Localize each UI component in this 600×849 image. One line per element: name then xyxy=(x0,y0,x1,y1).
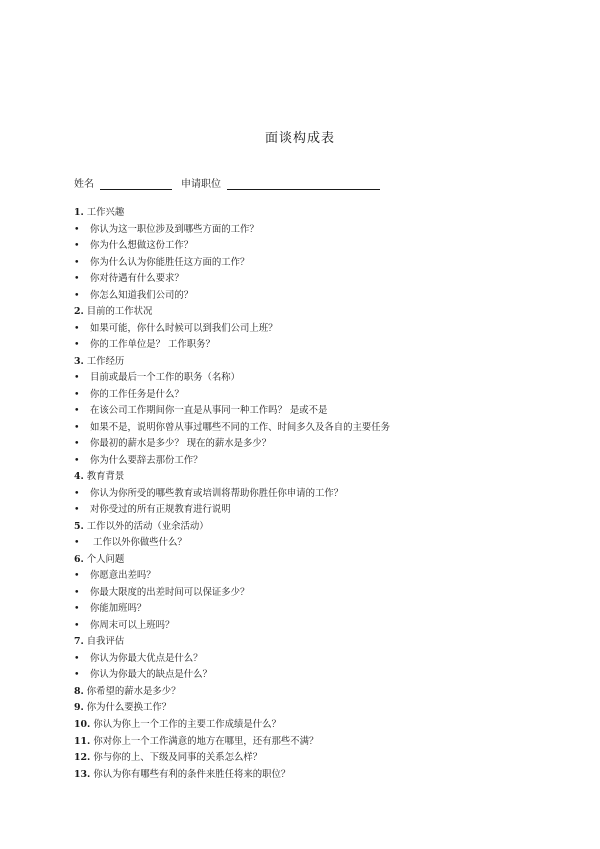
question-item xyxy=(74,222,564,239)
bullet-icon: • xyxy=(74,405,80,417)
section-title: 你为什么要换工作？ xyxy=(86,702,172,714)
bullet-icon: • xyxy=(74,487,80,499)
question-text: 如果可能，你什么时候可以到我们公司上班？ xyxy=(90,322,278,334)
section-number: 8. xyxy=(74,685,84,697)
section-heading xyxy=(74,354,564,371)
question-text: 目前或最后一个工作的职务（名称） xyxy=(90,372,241,384)
question-text: 在该公司工作期间你一直是从事同一种工作吗？ 是或不是 xyxy=(90,405,328,417)
applicant-fields xyxy=(74,175,380,190)
question-text: 你认为你最大优点是什么？ xyxy=(90,652,203,664)
section-number: 12. xyxy=(74,752,91,764)
question-item xyxy=(74,667,564,684)
question-item xyxy=(74,321,564,338)
question-text: 你认为这一职位涉及到哪些方面的工作？ xyxy=(90,223,259,235)
question-item xyxy=(74,255,564,272)
question-item xyxy=(74,387,564,404)
section-heading xyxy=(74,304,564,321)
question-text: 你认为你所受的哪些教育或培训将帮助你胜任你申请的工作？ xyxy=(90,487,344,499)
bullet-icon: • xyxy=(74,273,80,285)
section-number: 5. xyxy=(74,520,84,532)
section-number: 11. xyxy=(74,735,91,747)
section-heading xyxy=(74,700,564,717)
section-title: 你认为你有哪些有利的条件来胜任将来的职位？ xyxy=(93,768,291,780)
bullet-icon: • xyxy=(74,289,80,301)
question-item xyxy=(74,436,564,453)
question-item xyxy=(74,568,564,585)
question-item xyxy=(74,288,564,305)
bullet-icon: • xyxy=(74,570,80,582)
question-text: 你认为你最大的缺点是什么？ xyxy=(90,669,212,681)
question-text: 你最初的薪水是多少？ 现在的薪水是多少？ xyxy=(90,438,272,450)
question-item xyxy=(74,502,564,519)
section-heading xyxy=(74,634,564,651)
question-list xyxy=(74,205,564,783)
section-title: 个人问题 xyxy=(86,553,125,565)
question-item xyxy=(74,651,564,668)
section-title: 工作兴趣 xyxy=(86,207,125,218)
bullet-icon: • xyxy=(74,256,80,268)
question-item xyxy=(74,420,564,437)
section-title: 你与你的上、下级及同事的关系怎么样？ xyxy=(93,752,263,764)
section-title: 工作以外的活动（业余活动） xyxy=(86,520,209,532)
bullet-icon: • xyxy=(74,454,80,466)
question-item xyxy=(74,370,564,387)
question-text: 你对待遇有什么要求？ xyxy=(90,273,184,285)
section-number: 3. xyxy=(74,355,84,367)
question-text: 你的工作单位是？ 工作职务？ xyxy=(90,339,215,351)
section-heading xyxy=(74,684,564,701)
section-title: 你希望的薪水是多少？ xyxy=(86,685,181,697)
question-item xyxy=(74,453,564,470)
position-blank-line xyxy=(227,179,380,190)
bullet-icon: • xyxy=(74,652,80,664)
section-heading xyxy=(74,205,564,222)
section-number: 4. xyxy=(74,471,84,483)
question-item xyxy=(74,238,564,255)
name-label: 姓名 xyxy=(74,179,94,190)
bullet-icon: • xyxy=(74,603,80,615)
page-title: 面谈构成表 xyxy=(264,131,335,146)
section-title: 工作经历 xyxy=(86,355,125,367)
section-heading xyxy=(74,717,564,734)
question-text: 你能加班吗？ xyxy=(90,603,147,615)
question-text: 你为什么想做这份工作？ xyxy=(90,240,194,252)
question-item xyxy=(74,618,564,635)
question-text: 如果不是，说明你曾从事过哪些不同的工作、时间多久及各自的主要任务 xyxy=(90,421,391,433)
question-item xyxy=(74,337,564,354)
bullet-icon: • xyxy=(74,240,80,252)
name-blank-line xyxy=(100,179,172,190)
position-label: 申请职位 xyxy=(181,179,221,190)
question-item xyxy=(74,535,564,552)
question-text: 你愿意出差吗？ xyxy=(90,570,156,582)
section-number: 10. xyxy=(74,718,91,730)
bullet-icon: • xyxy=(74,438,80,450)
bullet-icon: • xyxy=(74,372,80,384)
section-title: 你认为你上一个工作的主要工作成绩是什么？ xyxy=(93,718,281,730)
section-title: 你对你上一个工作满意的地方在哪里，还有那些不满？ xyxy=(93,735,319,747)
section-heading xyxy=(74,519,564,536)
question-text: 你最大限度的出差时间可以保证多少？ xyxy=(90,586,250,598)
section-number: 9. xyxy=(74,702,84,714)
section-heading xyxy=(74,469,564,486)
section-heading xyxy=(74,767,564,784)
question-item xyxy=(74,486,564,503)
bullet-icon: • xyxy=(74,619,80,631)
question-item xyxy=(74,601,564,618)
section-heading xyxy=(74,734,564,751)
bullet-icon: • xyxy=(74,339,80,351)
section-heading xyxy=(74,750,564,767)
section-number: 2. xyxy=(74,306,84,318)
question-text: 你周末可以上班吗？ xyxy=(90,619,175,631)
section-number: 6. xyxy=(74,553,84,565)
bullet-icon: • xyxy=(74,223,80,235)
question-item xyxy=(74,271,564,288)
section-title: 目前的工作状况 xyxy=(86,306,153,318)
question-item xyxy=(74,585,564,602)
bullet-icon: • xyxy=(74,669,80,681)
bullet-icon: • xyxy=(74,586,80,598)
section-number: 13. xyxy=(74,768,91,780)
question-text: 你为什么认为你能胜任这方面的工作？ xyxy=(90,256,250,268)
bullet-icon: • xyxy=(74,388,80,400)
section-title: 自我评估 xyxy=(86,636,125,648)
section-title: 教育背景 xyxy=(86,471,125,483)
section-number: 1. xyxy=(74,207,84,218)
question-text: 你为什么要辞去那份工作？ xyxy=(90,454,203,466)
bullet-icon: • xyxy=(74,537,80,549)
question-item xyxy=(74,403,564,420)
question-text: 你怎么知道我们公司的？ xyxy=(90,289,194,301)
section-heading xyxy=(74,552,564,569)
bullet-icon: • xyxy=(74,421,80,433)
question-text: 工作以外你做些什么？ xyxy=(90,537,187,549)
question-text: 你的工作任务是什么？ xyxy=(90,388,184,400)
section-number: 7. xyxy=(74,636,84,648)
question-text: 对你受过的所有正规教育进行说明 xyxy=(90,504,231,516)
bullet-icon: • xyxy=(74,504,80,516)
bullet-icon: • xyxy=(74,322,80,334)
